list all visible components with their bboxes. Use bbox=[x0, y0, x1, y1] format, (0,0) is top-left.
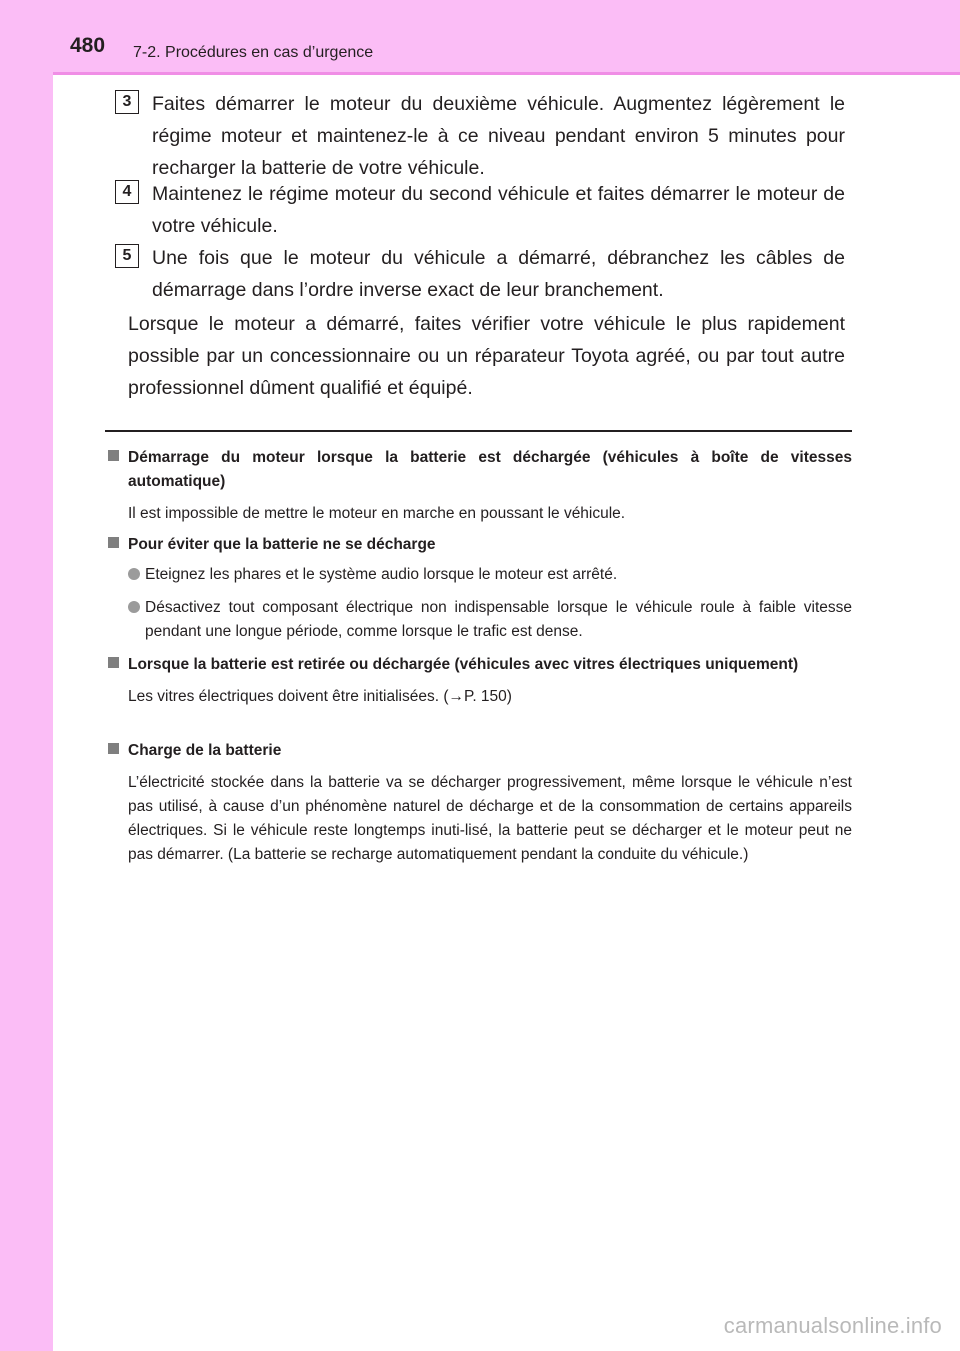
section-title: 7-2. Procédures en cas d’urgence bbox=[133, 44, 374, 61]
watermark-text: carmanualsonline.info bbox=[723, 1313, 942, 1338]
step-4 bbox=[115, 178, 845, 242]
square-bullet-icon bbox=[108, 537, 119, 548]
step-text: Une fois que le moteur du véhicule a démarré, débranchez les câbles de démarrage dans l’ordre inverse exact de leur branchement. bbox=[152, 247, 845, 301]
section-divider bbox=[105, 430, 852, 432]
page-number: 480 bbox=[70, 34, 106, 57]
bullet-text: Eteignez les phares et le système audio lorsque le moteur est arrêté. bbox=[145, 566, 618, 583]
after-steps-paragraph: Lorsque le moteur a démarré, faites vérifier votre véhicule le plus rapidement possible par un concessionnaire ou un réparateur Toyota agréé, ou par tout autre professionnel dûment qualifié et équipé. bbox=[128, 313, 845, 399]
note-heading: Lorsque la batterie est retirée ou déchargée (véhicules avec vitres électriques uniquement) bbox=[128, 656, 799, 673]
note-prevent-discharge bbox=[108, 533, 852, 557]
step-number-badge: 4 bbox=[115, 180, 139, 204]
note-text: L’électricité stockée dans la batterie va se décharger progressivement, même lorsque le véhicule n’est pas utilisé, à cause d’un phénomène naturel de décharge et de la consommation de certains appareils électriques. Si le véhicule reste longtemps inuti-lisé, la batterie peut se décharger et le moteur peut ne pas démarrer. (La batterie se recharge automatiquement pendant la conduite du véhicule.) bbox=[128, 774, 852, 863]
round-bullet-icon bbox=[128, 568, 140, 580]
note-jump-start-automatic bbox=[108, 446, 852, 526]
square-bullet-icon bbox=[108, 743, 119, 754]
header-underline bbox=[53, 72, 960, 75]
step-5 bbox=[115, 242, 845, 306]
side-color-band bbox=[0, 0, 53, 1351]
step-text: Maintenez le régime moteur du second véhicule et faites démarrer le moteur de votre véhicule. bbox=[152, 183, 845, 237]
bullet-text: Désactivez tout composant électrique non indispensable lorsque le véhicule roule à faible vitesse pendant une longue période, comme lorsque le trafic est dense. bbox=[145, 599, 852, 640]
square-bullet-icon bbox=[108, 657, 119, 668]
step-text: Faites démarrer le moteur du deuxième véhicule. Augmentez légèrement le régime moteur et maintenez-le à ce niveau pendant environ 5 minutes pour recharger la batterie de votre véhicule. bbox=[152, 93, 845, 179]
note-bullet bbox=[128, 596, 852, 644]
note-battery-removed bbox=[108, 653, 852, 709]
note-heading: Démarrage du moteur lorsque la batterie est déchargée (véhicules à boîte de vitesses automatique) bbox=[128, 449, 852, 490]
note-text: Les vitres électriques doivent être initialisées. (→P. 150) bbox=[128, 688, 512, 705]
round-bullet-icon bbox=[128, 601, 140, 613]
note-heading: Pour éviter que la batterie ne se décharge bbox=[128, 536, 436, 553]
note-bullet bbox=[128, 563, 852, 587]
square-bullet-icon bbox=[108, 450, 119, 461]
note-battery-charge bbox=[108, 739, 852, 867]
note-text: Il est impossible de mettre le moteur en marche en poussant le véhicule. bbox=[128, 505, 626, 522]
note-heading: Charge de la batterie bbox=[128, 742, 282, 759]
step-number-badge: 5 bbox=[115, 244, 139, 268]
step-number-badge: 3 bbox=[115, 90, 139, 114]
step-3 bbox=[115, 88, 845, 184]
